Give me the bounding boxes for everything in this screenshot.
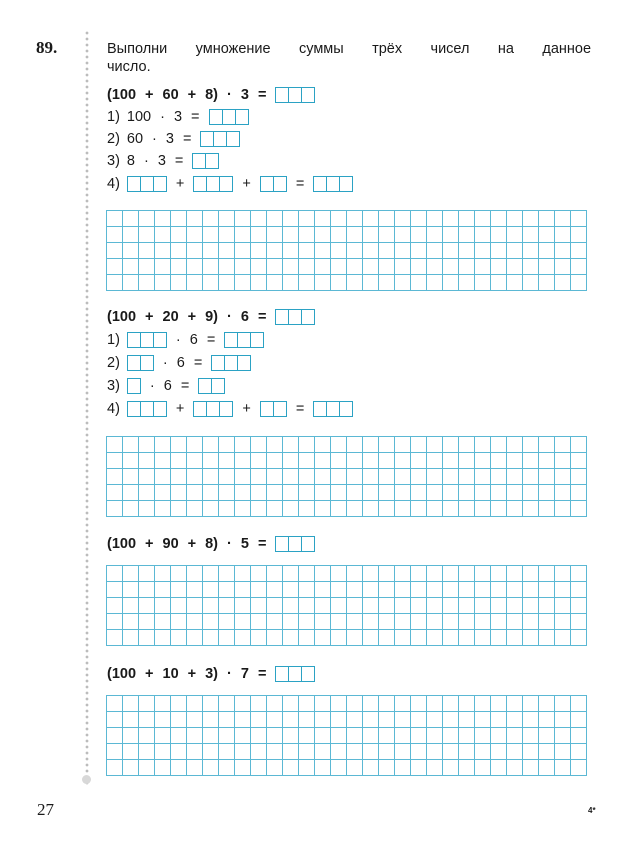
exercise-1-expression: (100 + 60 + 8) · 3 = (107, 85, 324, 105)
binding-hole (82, 775, 91, 784)
page-number: 27 (37, 800, 54, 819)
answer-box[interactable] (275, 666, 315, 682)
answer-box[interactable] (193, 176, 233, 192)
exercise-2-step-3: 3) · 6 = (107, 376, 234, 396)
answer-box[interactable] (211, 355, 251, 371)
exercise-2-work-grid[interactable] (106, 436, 587, 517)
answer-box[interactable] (313, 401, 353, 417)
answer-box[interactable] (224, 332, 264, 348)
answer-box[interactable] (127, 378, 141, 394)
exercise-1-step-1: 1) 100 · 3 = (107, 107, 258, 127)
instruction-line-2: число. (107, 59, 151, 75)
exercise-3-expression: (100 + 90 + 8) · 5 = (107, 534, 324, 554)
answer-box[interactable] (127, 401, 167, 417)
exercise-3-work-grid[interactable] (106, 565, 587, 646)
answer-box[interactable] (127, 332, 167, 348)
answer-box[interactable] (275, 87, 315, 103)
answer-box[interactable] (200, 131, 240, 147)
exercise-4-work-grid[interactable] (106, 695, 587, 776)
answer-box[interactable] (275, 309, 315, 325)
signature-mark: 4* (588, 806, 596, 815)
exercise-2-expression: (100 + 20 + 9) · 6 = (107, 307, 324, 327)
answer-box[interactable] (275, 536, 315, 552)
answer-box[interactable] (260, 401, 287, 417)
answer-box[interactable] (127, 355, 154, 371)
task-number: 89. (36, 38, 58, 57)
answer-box[interactable] (127, 176, 167, 192)
exercise-1-step-2: 2) 60 · 3 = (107, 129, 249, 149)
instruction-line-1: Выполни умножение суммы трёх чисел на данное (107, 41, 592, 57)
exercise-2-step-2: 2) · 6 = (107, 353, 260, 373)
exercise-1-work-grid[interactable] (106, 210, 587, 291)
exercise-1-step-3: 3) 8 · 3 = (107, 151, 228, 171)
answer-box[interactable] (192, 153, 219, 169)
exercise-4-expression: (100 + 10 + 3) · 7 = (107, 664, 324, 684)
exercise-2-step-4: 4) + + = (107, 399, 362, 419)
answer-box[interactable] (260, 176, 287, 192)
answer-box[interactable] (198, 378, 225, 394)
exercise-1-step-4: 4) + + = (107, 174, 362, 194)
answer-box[interactable] (313, 176, 353, 192)
answer-box[interactable] (209, 109, 249, 125)
binding-spiral (85, 30, 89, 785)
answer-box[interactable] (193, 401, 233, 417)
exercise-2-step-1: 1) · 6 = (107, 330, 273, 350)
